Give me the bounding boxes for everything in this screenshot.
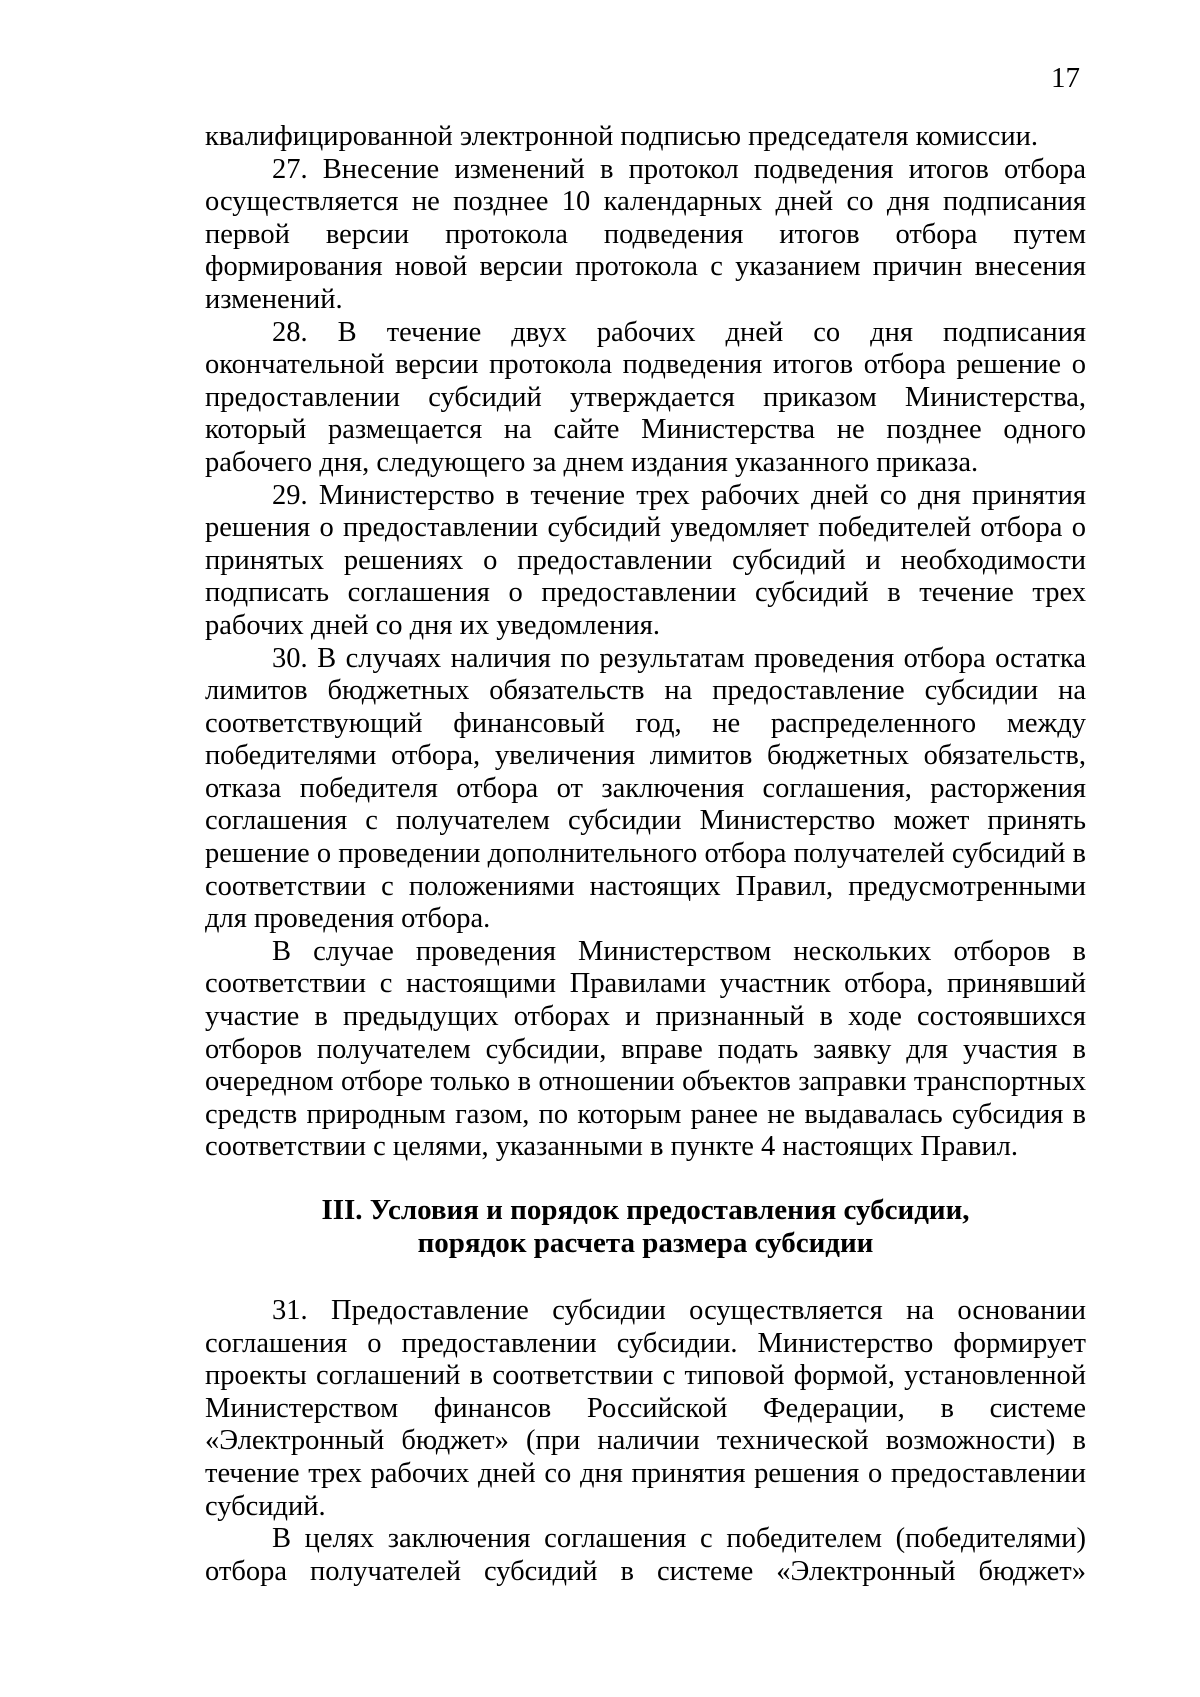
paragraph-31: 31. Предоставление субсидии осуществляется на основании соглашения о предоставлении субсидии. Министерство формирует проекты соглашений в соответствии с типовой формой, установленной Министерством финансов Российской Федерации, в системе «Электронный бюджет» (при наличии технической возможности) в течение трех рабочих дней со дня принятия решения о предоставлении субсидий. [205, 1295, 1086, 1522]
section-heading [205, 1194, 1086, 1260]
paragraph-27: 27. Внесение изменений в протокол подведения итогов отбора осуществляется не позднее 10 календарных дней со дня подписания первой версии протокола подведения итогов отбора путем формирования новой версии протокола с указанием причин внесения изменений. [205, 153, 1086, 315]
paragraph-30-continuation: В случае проведения Министерством нескольких отборов в соответствии с настоящими Правилами участник отбора, принявший участие в предыдущих отборах и признанный в ходе состоявшихся отборов получателем субсидии, вправе подать заявку для участия в очередном отборе только в отношении объектов заправки транспортных средств природным газом, по которым ранее не выдавалась субсидия в соответствии с целями, указанными в пункте 4 настоящих Правил. [205, 935, 1086, 1163]
paragraph-30: 30. В случаях наличия по результатам проведения отбора остатка лимитов бюджетных обязательств на предоставление субсидии на соответствующий финансовый год, не распределенного между победителями отбора, увеличения лимитов бюджетных обязательств, отказа победителя отбора от заключения соглашения, расторжения соглашения с получателем субсидии Министерство может принять решение о проведении дополнительного отбора получателей субсидий в соответствии с положениями настоящих Правил, предусмотренными для проведения отбора. [205, 642, 1086, 935]
page-number: 17 [1051, 62, 1080, 94]
paragraph-29: 29. Министерство в течение трех рабочих дней со дня принятия решения о предоставлении субсидий уведомляет победителей отбора о принятых решениях о предоставлении субсидий и необходимости подписать соглашения о предоставлении субсидий в течение трех рабочих дней со дня их уведомления. [205, 479, 1086, 641]
section-heading-line-1: III. Условия и порядок предоставления субсидии, [321, 1194, 970, 1226]
paragraph-28: 28. В течение двух рабочих дней со дня подписания окончательной версии протокола подведения итогов отбора решение о предоставлении субсидий утверждается приказом Министерства, который размещается на сайте Министерства не позднее одного рабочего дня, следующего за днем издания указанного приказа. [205, 316, 1086, 478]
paragraph-31-continuation: В целях заключения соглашения с победителем (победителями) отбора получателей субсидий в системе «Электронный бюджет» [205, 1523, 1086, 1587]
paragraph-continuation: квалифицированной электронной подписью председателя комиссии. [205, 121, 1038, 152]
document-body [205, 121, 1086, 1588]
section-heading-line-2: порядок расчета размера субсидии [417, 1227, 874, 1259]
